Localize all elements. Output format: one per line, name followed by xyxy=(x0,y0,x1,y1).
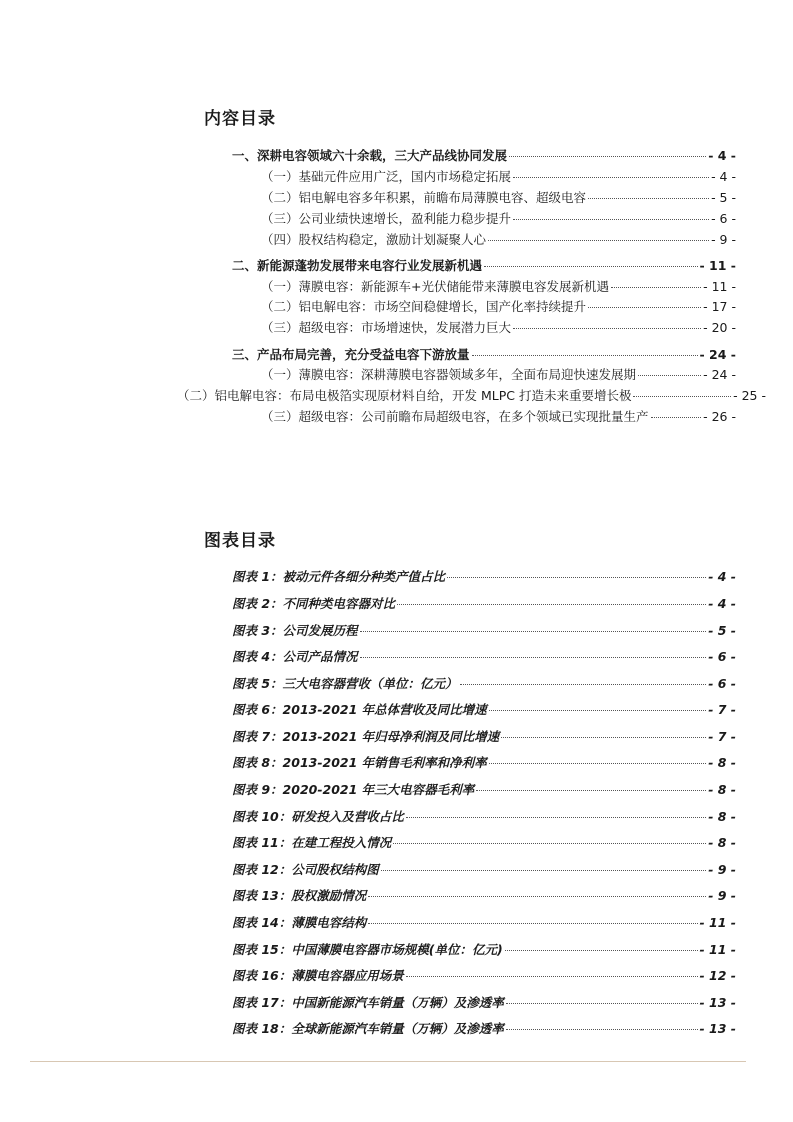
leader-dots xyxy=(588,307,701,308)
figure-entry-page: - 7 - xyxy=(708,729,736,744)
toc-entry[interactable] xyxy=(261,297,736,315)
figure-entry-page: - 8 - xyxy=(708,782,736,797)
toc-entry-text: （一）薄膜电容：新能源车+光伏储能带来薄膜电容发展新机遇 xyxy=(261,279,609,294)
figure-entry-text: 图表 13：股权激励情况 xyxy=(232,888,367,903)
toc-entry[interactable] xyxy=(261,365,736,383)
figure-entry[interactable] xyxy=(232,1019,736,1037)
toc-entry-text: （二）铝电解电容：市场空间稳健增长，国产化率持续提升 xyxy=(261,299,587,314)
toc-entry-page: - 24 - xyxy=(699,347,736,362)
figure-entry-text: 图表 3：公司发展历程 xyxy=(232,623,358,638)
leader-dots xyxy=(360,631,707,632)
leader-dots xyxy=(489,763,707,764)
leader-dots xyxy=(484,266,698,267)
figure-entry-page: - 12 - xyxy=(699,968,736,983)
leader-dots xyxy=(447,577,706,578)
toc-entry-page: - 4 - xyxy=(708,148,736,163)
leader-dots xyxy=(505,950,698,951)
toc-entry[interactable] xyxy=(232,345,736,363)
figure-entry-page: - 8 - xyxy=(708,835,736,850)
toc-entry[interactable] xyxy=(177,386,766,404)
figure-entry[interactable] xyxy=(232,913,736,931)
figure-entry[interactable] xyxy=(232,807,736,825)
figure-entry[interactable] xyxy=(232,833,736,851)
toc-entry-page: - 25 - xyxy=(733,388,766,403)
figure-entry[interactable] xyxy=(232,860,736,878)
toc-entry[interactable] xyxy=(261,407,736,425)
figure-entry-page: - 11 - xyxy=(699,942,736,957)
figure-entry[interactable] xyxy=(232,567,736,585)
figure-entry-text: 图表 11：在建工程投入情况 xyxy=(232,835,392,850)
leader-dots xyxy=(588,198,709,199)
leader-dots xyxy=(513,328,701,329)
figure-entry[interactable] xyxy=(232,647,736,665)
figure-entry-text: 图表 17：中国新能源汽车销量（万辆）及渗透率 xyxy=(232,995,504,1010)
figure-entry-text: 图表 8：2013-2021 年销售毛利率和净利率 xyxy=(232,755,487,770)
toc-entry[interactable] xyxy=(261,188,736,206)
toc-entry-text: 三、产品布局完善，充分受益电容下游放量 xyxy=(232,347,470,362)
toc-entry[interactable] xyxy=(261,277,736,295)
leader-dots xyxy=(506,1003,698,1004)
leader-dots xyxy=(406,976,698,977)
figure-entry-text: 图表 18：全球新能源汽车销量（万辆）及渗透率 xyxy=(232,1021,504,1036)
toc-entry-page: - 9 - xyxy=(711,232,736,247)
figure-entry-page: - 9 - xyxy=(708,862,736,877)
figure-entry-page: - 8 - xyxy=(708,809,736,824)
figure-entry-text: 图表 2：不同种类电容器对比 xyxy=(232,596,396,611)
figure-entry[interactable] xyxy=(232,753,736,771)
toc-entry-page: - 5 - xyxy=(711,190,736,205)
leader-dots xyxy=(488,240,709,241)
toc-entry[interactable] xyxy=(232,146,736,164)
figure-entry-text: 图表 16：薄膜电容器应用场景 xyxy=(232,968,404,983)
toc-entry-text: 一、深耕电容领域六十余载，三大产品线协同发展 xyxy=(232,148,508,163)
toc-entry[interactable] xyxy=(261,230,736,248)
toc-entry-page: - 11 - xyxy=(703,279,736,294)
figure-entry-text: 图表 9：2020-2021 年三大电容器毛利率 xyxy=(232,782,475,797)
figure-entry[interactable] xyxy=(232,727,736,745)
leader-dots xyxy=(393,843,706,844)
toc-entry-text: （三）超级电容：市场增速快，发展潜力巨大 xyxy=(261,320,512,335)
leader-dots xyxy=(381,870,706,871)
leader-dots xyxy=(501,737,706,738)
toc-entry[interactable] xyxy=(261,209,736,227)
leader-dots xyxy=(460,684,707,685)
figure-entry-page: - 7 - xyxy=(708,702,736,717)
figure-entry[interactable] xyxy=(232,993,736,1011)
figure-entry-page: - 8 - xyxy=(708,755,736,770)
toc-entry-text: （三）超级电容：公司前瞻布局超级电容，在多个领域已实现批量生产 xyxy=(261,409,649,424)
figure-entry-text: 图表 10：研发投入及营收占比 xyxy=(232,809,404,824)
leader-dots xyxy=(397,604,706,605)
toc-entry-text: （二）铝电解电容：布局电极箔实现原材料自给，开发 MLPC 打造未来重要增长极 xyxy=(177,388,632,403)
leader-dots xyxy=(513,219,709,220)
figure-entry-text: 图表 6：2013-2021 年总体营收及同比增速 xyxy=(232,702,487,717)
toc-entry-page: - 20 - xyxy=(703,320,736,335)
leader-dots xyxy=(509,156,706,157)
figure-entry-page: - 11 - xyxy=(699,915,736,930)
toc-entry-page: - 26 - xyxy=(703,409,736,424)
figure-entry[interactable] xyxy=(232,780,736,798)
figure-entry-text: 图表 14：薄膜电容结构 xyxy=(232,915,367,930)
leader-dots xyxy=(476,790,706,791)
leader-dots xyxy=(489,710,707,711)
leader-dots xyxy=(513,177,709,178)
figure-entry[interactable] xyxy=(232,674,736,692)
figure-entry[interactable] xyxy=(232,594,736,612)
toc-entry-page: - 6 - xyxy=(711,211,736,226)
figure-entry-text: 图表 1：被动元件各细分种类产值占比 xyxy=(232,569,446,584)
figure-entry-text: 图表 4：公司产品情况 xyxy=(232,649,358,664)
figure-entry-text: 图表 5：三大电容器营收（单位：亿元） xyxy=(232,676,458,691)
leader-dots xyxy=(506,1029,698,1030)
toc-entry-text: （二）铝电解电容多年积累，前瞻布局薄膜电容、超级电容 xyxy=(261,190,587,205)
toc-entry-page: - 11 - xyxy=(699,258,736,273)
figure-entry[interactable] xyxy=(232,966,736,984)
toc-entry-page: - 17 - xyxy=(703,299,736,314)
toc-entry[interactable] xyxy=(261,318,736,336)
toc-entry-page: - 24 - xyxy=(703,367,736,382)
toc-entry-text: 二、新能源蓬勃发展带来电容行业发展新机遇 xyxy=(232,258,483,273)
figure-entry[interactable] xyxy=(232,940,736,958)
leader-dots xyxy=(368,896,706,897)
figure-entry[interactable] xyxy=(232,886,736,904)
figure-entry-page: - 4 - xyxy=(708,596,736,611)
figure-entry-text: 图表 12：公司股权结构图 xyxy=(232,862,379,877)
toc-entry-text: （一）基础元件应用广泛，国内市场稳定拓展 xyxy=(261,169,512,184)
figure-entry-page: - 9 - xyxy=(708,888,736,903)
figure-entry-page: - 4 - xyxy=(708,569,736,584)
figure-entry[interactable] xyxy=(232,700,736,718)
leader-dots xyxy=(360,657,707,658)
toc-entry-page: - 4 - xyxy=(711,169,736,184)
figure-entry-page: - 6 - xyxy=(708,676,736,691)
figure-entry[interactable] xyxy=(232,621,736,639)
toc-title: 内容目录 xyxy=(204,109,276,129)
footer-rule xyxy=(30,1061,746,1062)
leader-dots xyxy=(633,396,731,397)
toc-entry-text: （四）股权结构稳定，激励计划凝聚人心 xyxy=(261,232,487,247)
figure-entry-page: - 5 - xyxy=(708,623,736,638)
figure-entry-page: - 6 - xyxy=(708,649,736,664)
figure-entry-page: - 13 - xyxy=(699,1021,736,1036)
leader-dots xyxy=(368,923,697,924)
leader-dots xyxy=(406,817,706,818)
toc-entry[interactable] xyxy=(232,256,736,274)
figure-entry-text: 图表 15：中国薄膜电容器市场规模(单位：亿元) xyxy=(232,942,503,957)
toc-entry-text: （三）公司业绩快速增长，盈利能力稳步提升 xyxy=(261,211,512,226)
figure-entry-page: - 13 - xyxy=(699,995,736,1010)
toc-entry[interactable] xyxy=(261,167,736,185)
figure-entry-text: 图表 7：2013-2021 年归母净利润及同比增速 xyxy=(232,729,500,744)
leader-dots xyxy=(472,355,698,356)
figures-title: 图表目录 xyxy=(204,531,276,551)
leader-dots xyxy=(638,375,701,376)
toc-entry-text: （一）薄膜电容：深耕薄膜电容器领域多年，全面布局迎快速发展期 xyxy=(261,367,637,382)
leader-dots xyxy=(611,287,701,288)
leader-dots xyxy=(651,417,702,418)
